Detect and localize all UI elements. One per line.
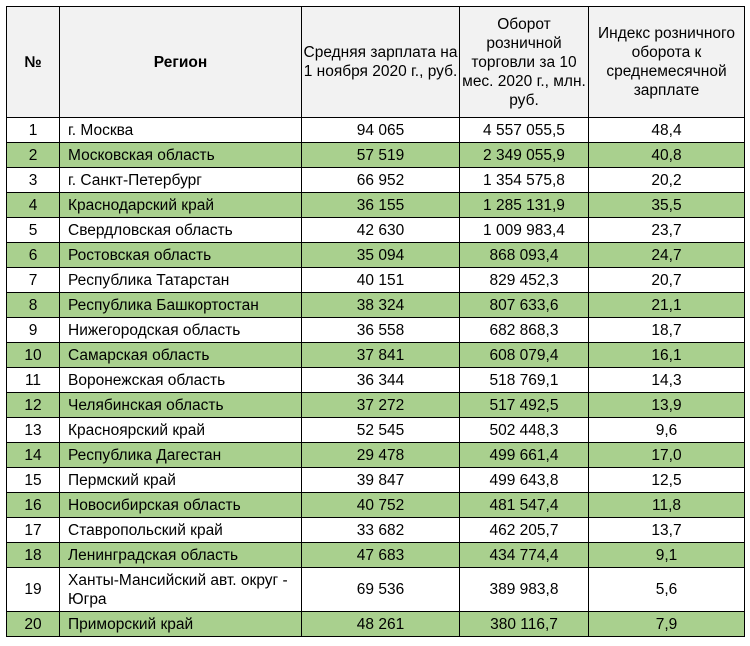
cell-index: 9,1 — [589, 543, 745, 568]
cell-num: 1 — [7, 118, 60, 143]
table-row — [7, 268, 745, 293]
table-row — [7, 568, 745, 612]
table-row — [7, 168, 745, 193]
cell-salary: 57 519 — [302, 143, 460, 168]
cell-salary: 48 261 — [302, 612, 460, 637]
cell-salary: 66 952 — [302, 168, 460, 193]
cell-turnover: 462 205,7 — [460, 518, 589, 543]
cell-region: Свердловская область — [60, 218, 302, 243]
cell-index: 18,7 — [589, 318, 745, 343]
header-turnover: Оборот розничной торговли за 10 мес. 2020 г., млн. руб. — [460, 7, 589, 118]
cell-index: 12,5 — [589, 468, 745, 493]
cell-num: 15 — [7, 468, 60, 493]
cell-region: Ханты-Мансийский авт. округ - Югра — [60, 568, 302, 612]
cell-index: 20,7 — [589, 268, 745, 293]
cell-num: 8 — [7, 293, 60, 318]
cell-region: Московская область — [60, 143, 302, 168]
cell-salary: 37 841 — [302, 343, 460, 368]
cell-num: 10 — [7, 343, 60, 368]
table-row — [7, 393, 745, 418]
table-row — [7, 468, 745, 493]
cell-num: 5 — [7, 218, 60, 243]
cell-turnover: 499 661,4 — [460, 443, 589, 468]
cell-num: 16 — [7, 493, 60, 518]
cell-salary: 33 682 — [302, 518, 460, 543]
cell-index: 23,7 — [589, 218, 745, 243]
cell-index: 35,5 — [589, 193, 745, 218]
cell-salary: 36 155 — [302, 193, 460, 218]
table-row — [7, 612, 745, 637]
table-row — [7, 493, 745, 518]
header-salary: Средняя зарплата на 1 ноября 2020 г., руб. — [302, 7, 460, 118]
table-row — [7, 193, 745, 218]
cell-region: Челябинская область — [60, 393, 302, 418]
cell-region: Ростовская область — [60, 243, 302, 268]
cell-salary: 52 545 — [302, 418, 460, 443]
cell-salary: 40 752 — [302, 493, 460, 518]
cell-turnover: 1 009 983,4 — [460, 218, 589, 243]
cell-num: 20 — [7, 612, 60, 637]
cell-turnover: 868 093,4 — [460, 243, 589, 268]
cell-turnover: 517 492,5 — [460, 393, 589, 418]
header-row — [7, 7, 745, 118]
cell-turnover: 829 452,3 — [460, 268, 589, 293]
cell-num: 7 — [7, 268, 60, 293]
cell-num: 18 — [7, 543, 60, 568]
cell-salary: 35 094 — [302, 243, 460, 268]
cell-index: 24,7 — [589, 243, 745, 268]
cell-region: Воронежская область — [60, 368, 302, 393]
cell-num: 11 — [7, 368, 60, 393]
regions-table — [6, 6, 745, 637]
cell-region: Республика Татарстан — [60, 268, 302, 293]
cell-num: 17 — [7, 518, 60, 543]
cell-salary: 40 151 — [302, 268, 460, 293]
cell-index: 5,6 — [589, 568, 745, 612]
cell-salary: 42 630 — [302, 218, 460, 243]
table-row — [7, 318, 745, 343]
cell-num: 9 — [7, 318, 60, 343]
table-row — [7, 418, 745, 443]
table-row — [7, 443, 745, 468]
cell-index: 9,6 — [589, 418, 745, 443]
cell-turnover: 4 557 055,5 — [460, 118, 589, 143]
table-body — [7, 118, 745, 637]
cell-turnover: 434 774,4 — [460, 543, 589, 568]
cell-region: Приморский край — [60, 612, 302, 637]
cell-region: Новосибирская область — [60, 493, 302, 518]
cell-salary: 37 272 — [302, 393, 460, 418]
cell-turnover: 682 868,3 — [460, 318, 589, 343]
cell-region: Красноярский край — [60, 418, 302, 443]
cell-index: 13,7 — [589, 518, 745, 543]
cell-turnover: 2 349 055,9 — [460, 143, 589, 168]
cell-turnover: 389 983,8 — [460, 568, 589, 612]
cell-num: 19 — [7, 568, 60, 612]
cell-salary: 36 558 — [302, 318, 460, 343]
cell-turnover: 1 285 131,9 — [460, 193, 589, 218]
cell-num: 4 — [7, 193, 60, 218]
cell-num: 13 — [7, 418, 60, 443]
cell-region: Ставропольский край — [60, 518, 302, 543]
cell-region: г. Москва — [60, 118, 302, 143]
cell-salary: 36 344 — [302, 368, 460, 393]
table-row — [7, 368, 745, 393]
cell-region: Нижегородская область — [60, 318, 302, 343]
cell-region: Краснодарский край — [60, 193, 302, 218]
table-row — [7, 243, 745, 268]
cell-turnover: 807 633,6 — [460, 293, 589, 318]
header-region: Регион — [60, 7, 302, 118]
cell-index: 7,9 — [589, 612, 745, 637]
cell-num: 14 — [7, 443, 60, 468]
cell-index: 20,2 — [589, 168, 745, 193]
cell-num: 12 — [7, 393, 60, 418]
table-row — [7, 343, 745, 368]
cell-turnover: 499 643,8 — [460, 468, 589, 493]
table-row — [7, 143, 745, 168]
cell-index: 13,9 — [589, 393, 745, 418]
cell-turnover: 608 079,4 — [460, 343, 589, 368]
table-row — [7, 118, 745, 143]
cell-salary: 47 683 — [302, 543, 460, 568]
cell-salary: 69 536 — [302, 568, 460, 612]
cell-salary: 94 065 — [302, 118, 460, 143]
table-row — [7, 543, 745, 568]
cell-region: Республика Дагестан — [60, 443, 302, 468]
cell-index: 40,8 — [589, 143, 745, 168]
cell-index: 48,4 — [589, 118, 745, 143]
table-row — [7, 293, 745, 318]
cell-region: Ленинградская область — [60, 543, 302, 568]
cell-turnover: 518 769,1 — [460, 368, 589, 393]
cell-num: 6 — [7, 243, 60, 268]
cell-region: г. Санкт-Петербург — [60, 168, 302, 193]
cell-index: 14,3 — [589, 368, 745, 393]
cell-num: 3 — [7, 168, 60, 193]
cell-turnover: 1 354 575,8 — [460, 168, 589, 193]
cell-num: 2 — [7, 143, 60, 168]
cell-turnover: 502 448,3 — [460, 418, 589, 443]
cell-index: 16,1 — [589, 343, 745, 368]
cell-salary: 39 847 — [302, 468, 460, 493]
table-row — [7, 518, 745, 543]
cell-index: 21,1 — [589, 293, 745, 318]
cell-index: 17,0 — [589, 443, 745, 468]
cell-turnover: 380 116,7 — [460, 612, 589, 637]
cell-region: Республика Башкортостан — [60, 293, 302, 318]
cell-index: 11,8 — [589, 493, 745, 518]
header-num: № — [7, 7, 60, 118]
cell-salary: 38 324 — [302, 293, 460, 318]
cell-salary: 29 478 — [302, 443, 460, 468]
cell-region: Самарская область — [60, 343, 302, 368]
cell-region: Пермский край — [60, 468, 302, 493]
cell-turnover: 481 547,4 — [460, 493, 589, 518]
table-row — [7, 218, 745, 243]
header-index: Индекс розничного оборота к среднемесячной зарплате — [589, 7, 745, 118]
